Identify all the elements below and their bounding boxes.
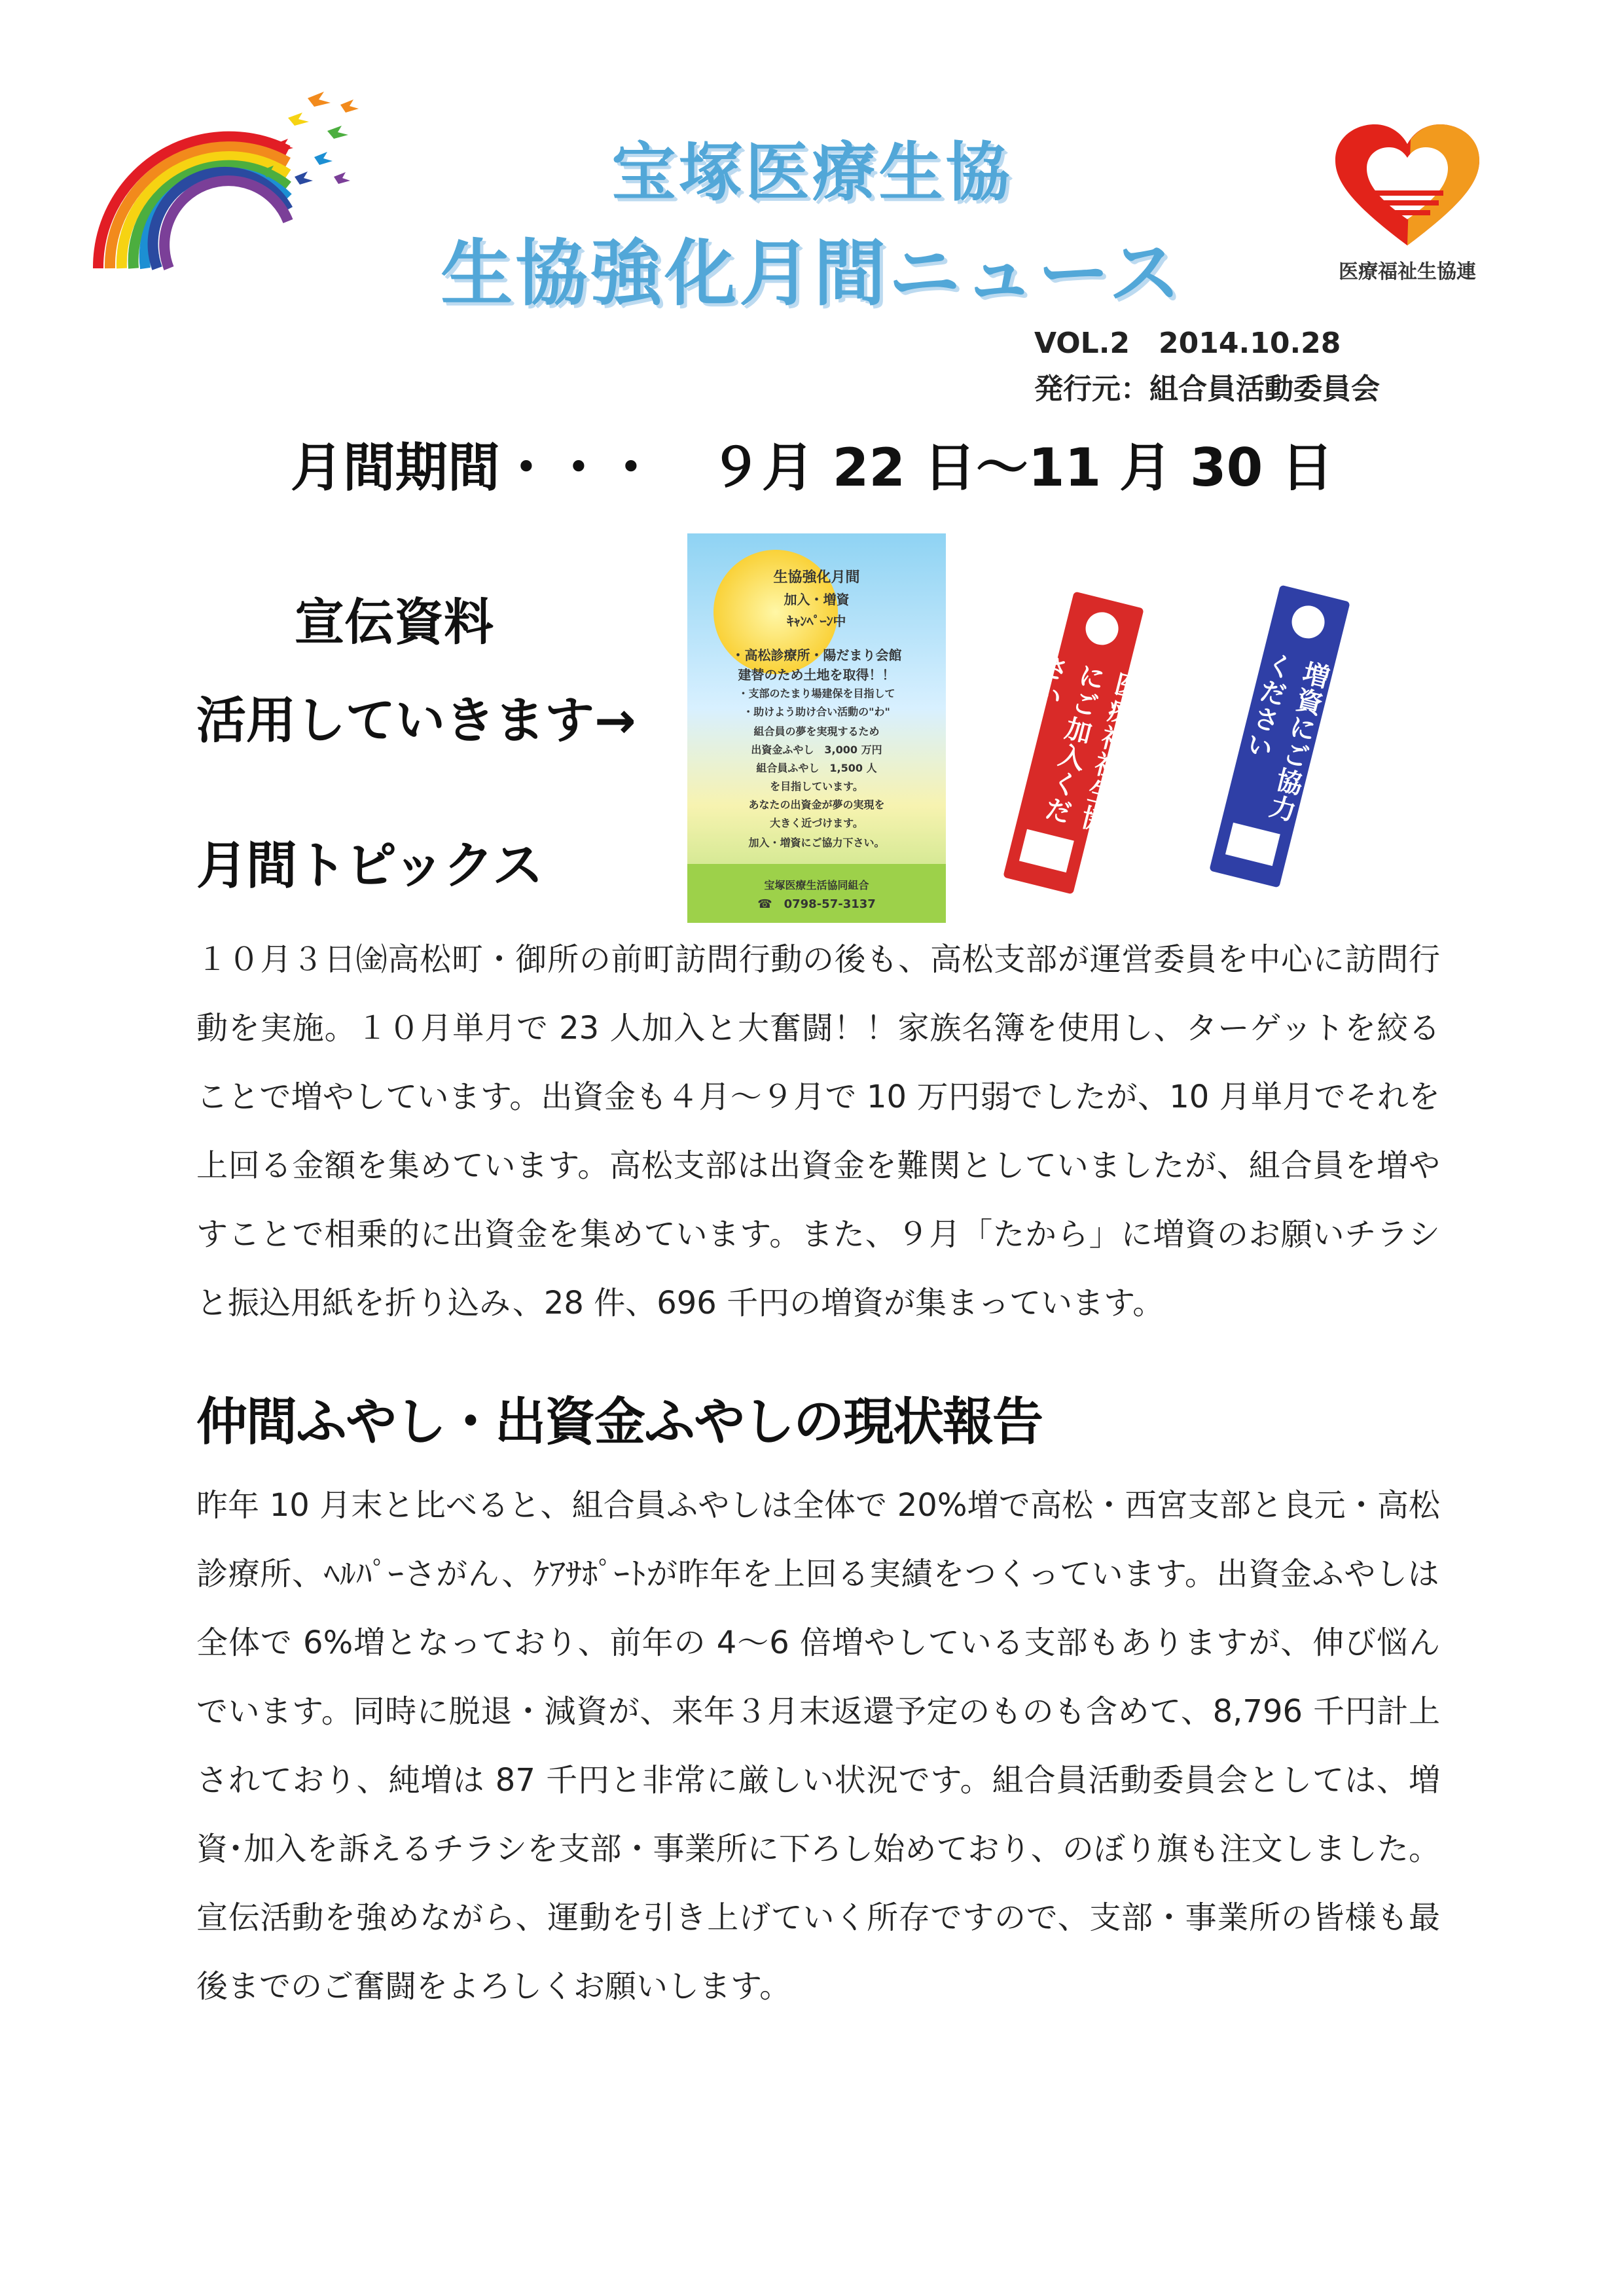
heart-hands-logo — [1329, 121, 1486, 252]
join-banner-text: 医療福祉生協にご加入ください — [1028, 651, 1144, 836]
promo-label-line2: 活用していきます→ — [196, 691, 636, 749]
newsletter-org-title: 宝塚医療生協 — [611, 135, 1013, 210]
status-report-body: 昨年 10 月末と比べると、組合員ふやしは全体で 20%増で高松・西宮支部と良元・高松診療所、ﾍﾙﾊﾟｰさがん、ｹｱｻﾎﾟｰﾄが昨年を上回る実績をつくっています。出資金ふやしは全体で 6%増となっており、前年の 4～6 倍増やしている支部もありますが、伸び悩んでいます。同時に脱退・減資が、来年３月末返還予定のものも含めて、8,796 千円計上されており、純増は 87 千円と非常に厳しい状況です。組合員活動委員会としては、増資･加入を訴えるチラシを支部・事業所に下ろし始めており、のぼり旗も注文しました。宣伝活動を強めながら、運動を引き上げていく所存ですので、支部・事業所の皆様も最後までのご奮闘をよろしくお願いします。 — [196, 1487, 1440, 2005]
topics-body: １０月３日㈮高松町・御所の前町訪問行動の後も、高松支部が運営委員を中心に訪問行動を実施。１０月単月で 23 人加入と大奮闘！！家族名簿を使用し、ターゲットを絞ることで増やしています。出資金も４月～９月で 10 万円弱でしたが、10 月単月でそれを上回る金額を集めています。高松支部は出資金を難関としていましたが、組合員を増やすことで相乗的に出資金を集めています。また、９月「たから」に増資のお願いチラシと振込用紙を折り込み、28 件、696 千円の増資が集まっています。 — [196, 941, 1440, 1321]
heart-badge-icon — [1288, 602, 1328, 642]
banner-blank-box — [1225, 823, 1280, 866]
volume-date: VOL.2 2014.10.28 — [1034, 327, 1341, 360]
coop-logo-label: 医療福祉生協連 — [1339, 260, 1476, 283]
publisher: 発行元：組合員活動委員会 — [1034, 372, 1380, 406]
poster-line: ・高松診療所・陽だまり会館 — [731, 647, 902, 663]
poster-line: ・支部のたまり場建保を目指して — [738, 687, 895, 700]
join-banner-flag — [1003, 591, 1144, 894]
poster-line: 出資金ふやし 3,000 万円 — [751, 744, 882, 756]
heart-badge-icon — [1082, 609, 1122, 649]
poster-line: 建替のため土地を取得！！ — [738, 667, 895, 683]
poster-line: 加入・増資にご協力下さい。 — [748, 836, 885, 849]
poster-footer-tel: ☎ 0798-57-3137 — [757, 897, 876, 911]
campaign-period: 月間期間・・・ ９月 22 日～11 月 30 日 — [290, 437, 1334, 498]
poster-line: 大きく近づけます。 — [770, 817, 863, 829]
newsletter-title: 生協強化月間ニュース — [441, 232, 1183, 315]
poster-heading: 生協強化月間 — [773, 569, 860, 586]
poster-line: 組合員の夢を実現するため — [753, 725, 880, 738]
banner-blank-box — [1019, 829, 1074, 872]
poster-line: ・助けよう助け合い活動の"わ" — [743, 706, 890, 718]
poster-footer — [687, 864, 946, 923]
poster-line: 組合員ふやし 1,500 人 — [756, 762, 877, 774]
poster-footer-org: 宝塚医療生活協同組合 — [764, 879, 869, 891]
promo-label-line1: 宣伝資料 — [295, 593, 494, 651]
poster-line: あなたの出資金が夢の実現を — [748, 798, 885, 811]
campaign-poster — [687, 533, 946, 923]
status-report-heading: 仲間ふやし・出資金ふやしの現状報告 — [196, 1393, 1043, 1452]
poster-line: を目指しています。 — [770, 780, 863, 793]
invest-banner-flag — [1209, 584, 1350, 888]
poster-sub2: ｷｬﾝﾍﾟｰﾝ中 — [787, 613, 846, 629]
topics-heading: 月間トピックス — [196, 836, 543, 895]
poster-sub1: 加入・増資 — [784, 592, 850, 607]
invest-banner-text: 増資にご協力ください — [1240, 649, 1332, 825]
